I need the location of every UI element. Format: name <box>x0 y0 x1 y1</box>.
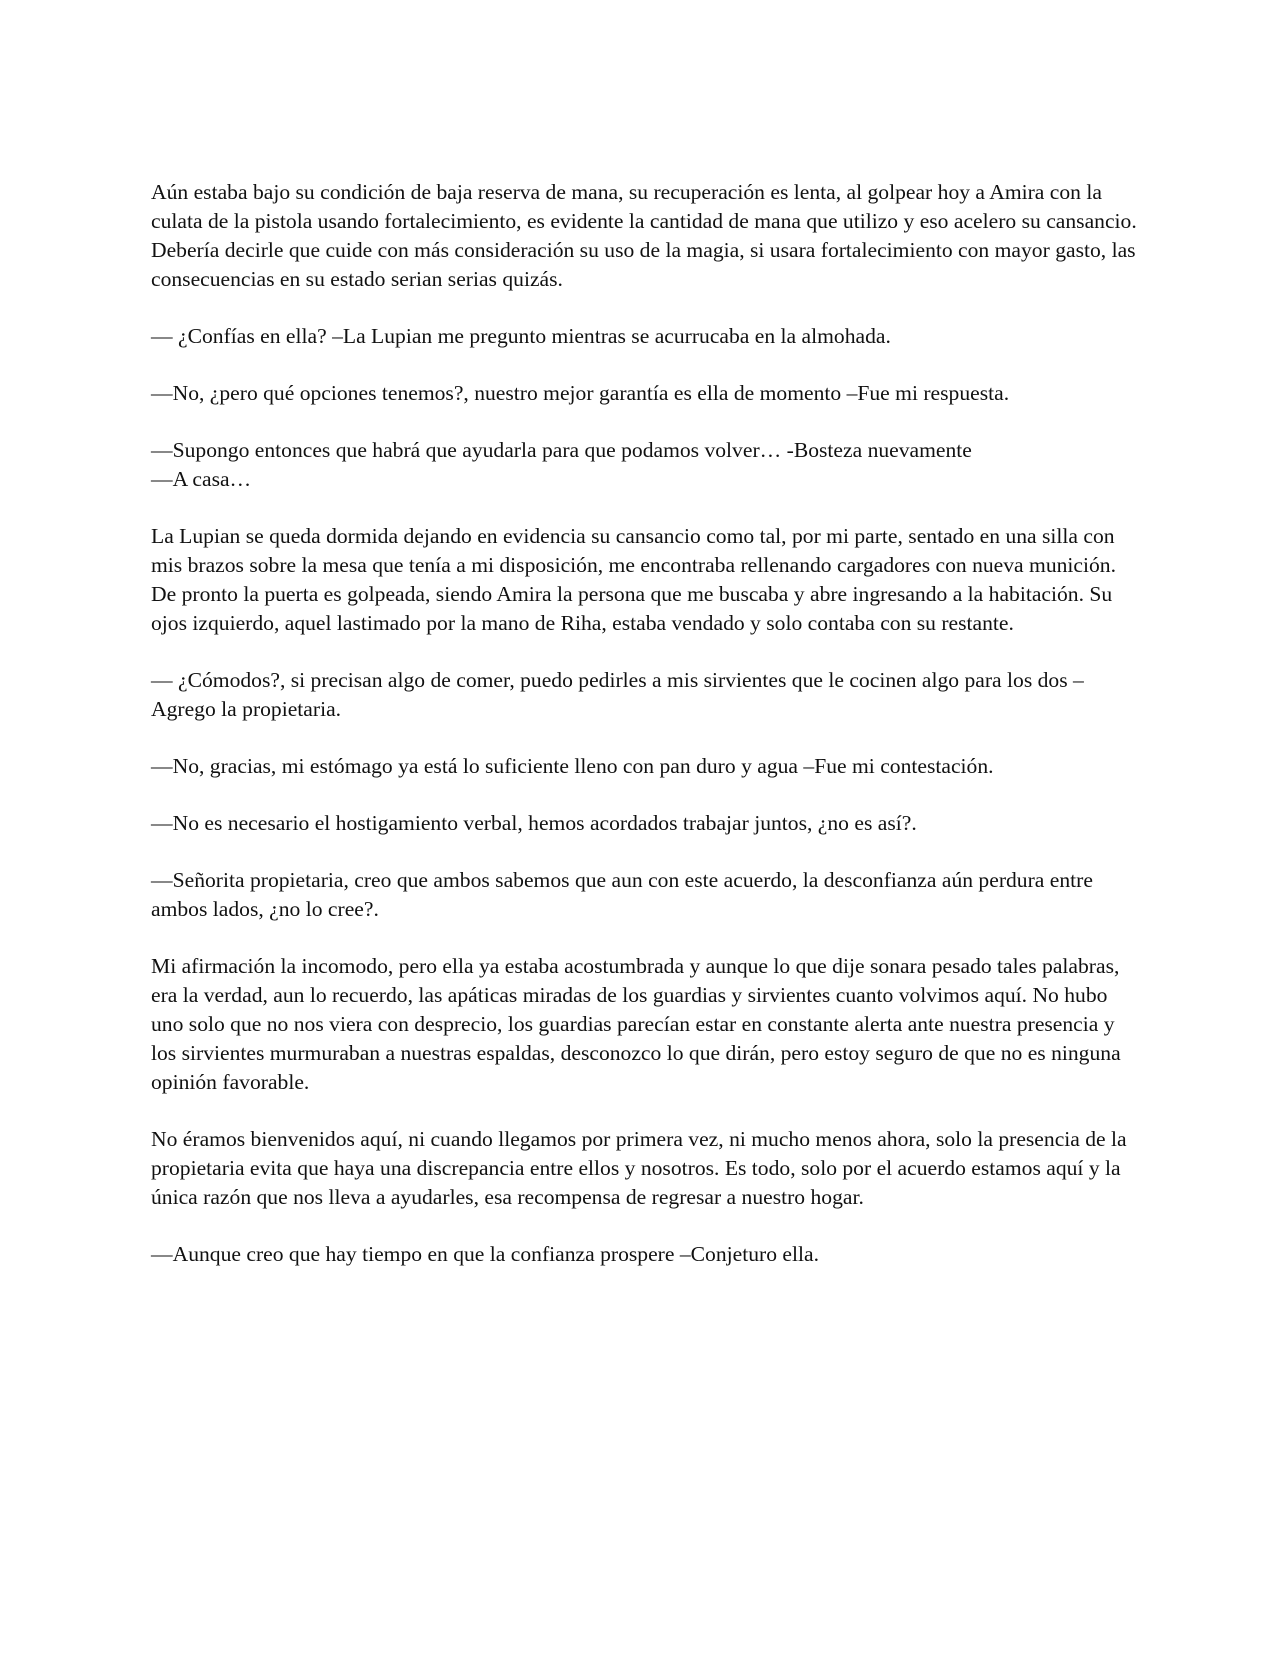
document-body <box>151 178 1141 1297</box>
paragraph-10: Mi afirmación la incomodo, pero ella ya estaba acostumbrada y aunque lo que dije sonara pesado tales palabras, era la verdad, aun lo recuerdo, las apáticas miradas de los guardias y sirvientes cuanto volvimos aquí. No hubo uno solo que no nos viera con desprecio, los guardias parecían estar en constante alerta ante nuestra presencia y los sirvientes murmuraban a nuestras espaldas, desconozco lo que dirán, pero estoy seguro de que no es ninguna opinión favorable. <box>151 954 1127 1094</box>
paragraph-8: —No es necesario el hostigamiento verbal, hemos acordados trabajar juntos, ¿no es así?. <box>151 811 917 835</box>
paragraph-9: —Señorita propietaria, creo que ambos sabemos que aun con este acuerdo, la desconfianza aún perdura entre ambos lados, ¿no lo cree?. <box>151 868 1099 921</box>
paragraph-11: No éramos bienvenidos aquí, ni cuando llegamos por primera vez, ni mucho menos ahora, solo la presencia de la propietaria evita que haya una discrepancia entre ellos y nosotros. Es todo, solo por el acuerdo estamos aquí y la única razón que nos lleva a ayudarles, esa recompensa de regresar a nuestro hogar. <box>151 1127 1133 1209</box>
paragraph-12: —Aunque creo que hay tiempo en que la confianza prospere –Conjeturo ella. <box>151 1242 819 1266</box>
paragraph-4: —Supongo entonces que habrá que ayudarla para que podamos volver… -Bosteza nuevamente —A casa… <box>151 438 972 491</box>
paragraph-3: —No, ¿pero qué opciones tenemos?, nuestro mejor garantía es ella de momento –Fue mi respuesta. <box>151 381 1010 405</box>
paragraph-2: — ¿Confías en ella? –La Lupian me pregunto mientras se acurrucaba en la almohada. <box>151 324 891 348</box>
paragraph-5: La Lupian se queda dormida dejando en evidencia su cansancio como tal, por mi parte, sentado en una silla con mis brazos sobre la mesa que tenía a mi disposición, me encontraba rellenando cargadores con nueva munición. De pronto la puerta es golpeada, siendo Amira la persona que me buscaba y abre ingresando a la habitación. Su ojos izquierdo, aquel lastimado por la mano de Riha, estaba vendado y solo contaba con su restante. <box>151 524 1122 635</box>
paragraph-1: Aún estaba bajo su condición de baja reserva de mana, su recuperación es lenta, al golpear hoy a Amira con la culata de la pistola usando fortalecimiento, es evidente la cantidad de mana que utilizo y eso acelero su cansancio. Debería decirle que cuide con más consideración su uso de la magia, si usara fortalecimiento con mayor gasto, las consecuencias en su estado serian serias quizás. <box>151 180 1143 291</box>
paragraph-7: —No, gracias, mi estómago ya está lo suficiente lleno con pan duro y agua –Fue mi contestación. <box>151 754 994 778</box>
paragraph-6: — ¿Cómodos?, si precisan algo de comer, puedo pedirles a mis sirvientes que le cocinen algo para los dos –Agrego la propietaria. <box>151 668 1084 721</box>
